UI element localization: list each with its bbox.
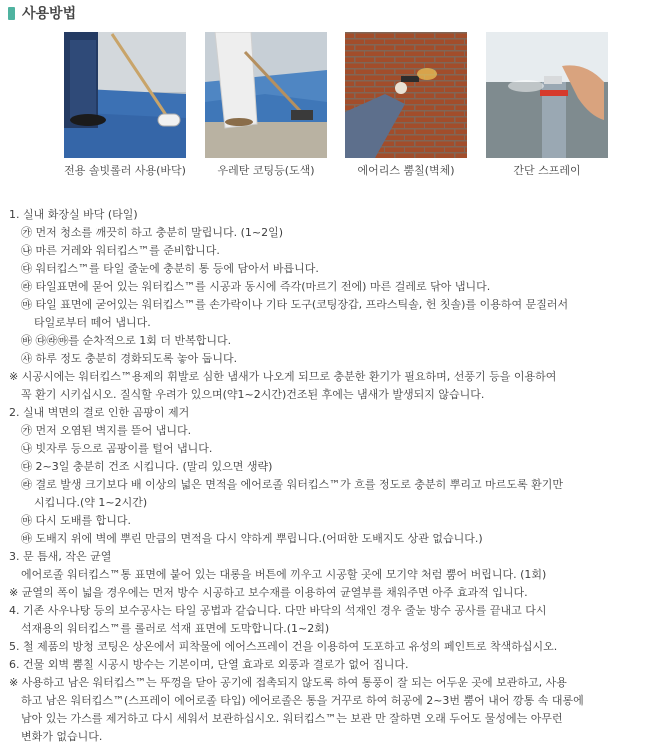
instruction-line: ㉱ 타일표면에 묻어 있는 워터킵스™를 시공과 동시에 즉각(마르기 전에) 마른 걸레로 닦아 냅니다. [21, 280, 491, 293]
instruction-line: ㉯ 빗자루 등으로 곰팡이를 털어 냅니다. [21, 442, 213, 455]
instruction-line: ※ 균열의 폭이 넓을 경우에는 먼저 방수 시공하고 보수재를 이용하여 균열부를 채워주면 아주 효과적 입니다. [9, 586, 528, 599]
photo-urethane-coating [205, 32, 327, 178]
instruction-line: ㉯ 마른 거레와 워터킵스™를 준비합니다. [21, 244, 220, 257]
instruction-line: ㉰ 워터킵스™를 타일 줄눈에 충분히 통 등에 담아서 바릅니다. [21, 262, 319, 275]
instruction-line: 꼭 환기 시키십시오. 질식할 우려가 있으며(약1~2시간)건조된 후에는 냄새가 발생되지 않습니다. [21, 388, 485, 401]
instruction-line: ㉴ 하루 정도 충분히 경화되도록 놓아 둡니다. [21, 352, 238, 365]
instruction-line: 1. 실내 화장실 바닥 (타일) [9, 208, 138, 221]
photo-caption: 전용 솔빗롤러 사용(바닥) [64, 164, 186, 177]
coating-photo [205, 32, 327, 158]
airless-photo [345, 32, 467, 158]
instruction-line: ㉱ 결로 발생 크기보다 배 이상의 넓은 면적을 에어로졸 워터킵스™가 흐를 정도로 충분히 뿌리고 마르도록 환기만 [21, 478, 563, 491]
instruction-line: ※ 사용하고 남은 워터킵스™는 뚜껑을 닫아 공기에 접촉되지 않도록 하여 통풍이 잘 되는 어두운 곳에 보관하고, 사용 [9, 676, 567, 689]
instruction-line: 6. 건물 외벽 뿜칠 시공시 방수는 기본이며, 단열 효과로 외풍과 결로가 없어 집니다. [9, 658, 409, 671]
instruction-line: ㉰ 2~3일 충분히 건조 시킵니다. (말리 있으면 생략) [21, 460, 273, 473]
photo-simple-spray [486, 32, 608, 178]
instruction-line: 에어로졸 워터킵스™통 표면에 붙어 있는 대롱을 버튼에 끼우고 시공할 곳에 모기약 처럼 뿜어 버립니다. (1회) [21, 568, 547, 581]
instruction-line: 석재용의 워터킵스™를 롤러로 석재 표면에 도막합니다.(1~2회) [21, 622, 330, 635]
instruction-line: ㉮ 먼저 청소를 깨끗히 하고 충분히 말립니다. (1~2일) [21, 226, 284, 239]
section-header [8, 2, 76, 24]
roller-photo [64, 32, 186, 158]
photo-airless-spray [345, 32, 467, 178]
instruction-line: 3. 문 틈새, 작은 균열 [9, 550, 112, 563]
section-title: 사용방법 [22, 6, 77, 22]
spray-photo [486, 32, 608, 158]
instruction-line: ㉲ 다시 도배를 합니다. [21, 514, 131, 527]
instruction-line: 4. 기존 사우나탕 등의 보수공사는 타일 공법과 같습니다. 다만 바닥의 석재인 경우 줄눈 방수 공사를 끝내고 다시 [9, 604, 547, 617]
instruction-line: 5. 철 제품의 방청 코팅은 상온에서 피착물에 에어스프레이 건을 이용하여 도포하고 유성의 페인트로 착색하십시오. [9, 640, 558, 653]
instruction-line: ㉳ 도배지 위에 벽에 뿌린 만큼의 면적을 다시 약하게 뿌립니다.(어떠한 도배지도 상관 없습니다.) [21, 532, 483, 545]
photo-caption: 우레탄 코팅등(도색) [217, 164, 315, 177]
instruction-line: 하고 남은 워터킵스™(스프레이 에어로졸 타입) 에어로졸은 통을 거꾸로 하여 허공에 2~3번 뿜어 내어 깡통 속 대롱에 [21, 694, 584, 707]
instruction-line: ㉲ 타일 표면에 굳어있는 워터킵스™를 손가락이나 기타 도구(코팅장갑, 프라스틱솔, 헌 칫솔)를 이용하여 문질러서 [21, 298, 569, 311]
instruction-line: 타일로부터 떼어 냅니다. [34, 316, 151, 329]
instruction-line: ㉳ ㉰㉱㉲를 순차적으로 1회 더 반복합니다. [21, 334, 232, 347]
instruction-line: 남아 있는 가스를 제거하고 다시 세워서 보관하십시오. 워터킵스™는 보관 만 잘하면 오래 두어도 물성에는 아무런 [21, 712, 563, 725]
instruction-line: ㉮ 먼저 오염된 벽지를 뜯어 냅니다. [21, 424, 192, 437]
instruction-line: ※ 시공시에는 워터킵스™용제의 휘발로 심한 냄새가 나오게 되므로 충분한 환기가 필요하며, 선풍기 등을 이용하여 [9, 370, 557, 383]
photo-roller [64, 32, 186, 178]
photo-caption: 간단 스프레이 [513, 164, 581, 177]
photo-caption: 에어리스 뿜칠(벽체) [357, 164, 455, 177]
instruction-line: 변화가 없습니다. [21, 730, 103, 743]
instruction-line: 2. 실내 벽면의 결로 인한 곰팡이 제거 [9, 406, 190, 419]
header-marker-icon [8, 7, 15, 20]
usage-instructions [9, 206, 657, 746]
instruction-line: 시킵니다.(약 1~2시간) [34, 496, 148, 509]
usage-photo-gallery [64, 32, 608, 180]
